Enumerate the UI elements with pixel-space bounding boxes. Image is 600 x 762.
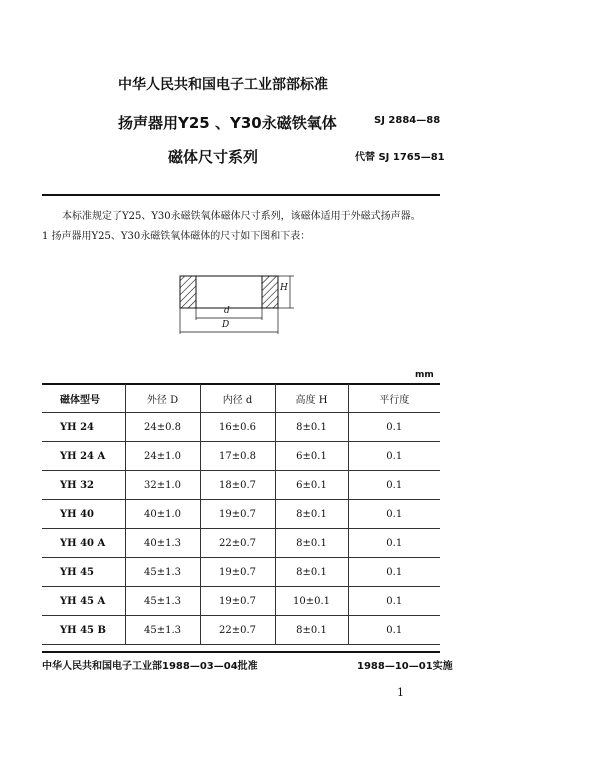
cell-height: 8±0.1 [275,413,348,442]
header-outer-diameter: 外径 D [125,384,200,413]
table-row [42,587,440,616]
issuing-org: 中华人民共和国电子工业部部标准 [118,77,328,93]
cell-inner-diameter: 19±0.7 [200,558,275,587]
cell-inner-diameter: 22±0.7 [200,529,275,558]
cell-inner-diameter: 18±0.7 [200,471,275,500]
cell-parallelism: 0.1 [348,471,440,500]
cell-inner-diameter: 17±0.8 [200,442,275,471]
title-line-2: 磁体尺寸系列 [168,148,259,166]
cell-outer-diameter: 40±1.3 [125,529,200,558]
cell-parallelism: 0.1 [348,616,440,645]
label-height: H [280,283,288,293]
cell-inner-diameter: 19±0.7 [200,500,275,529]
table-row [42,616,440,645]
cell-parallelism: 0.1 [348,529,440,558]
cell-parallelism: 0.1 [348,558,440,587]
cell-parallelism: 0.1 [348,587,440,616]
unit-label: mm [415,370,434,380]
magnet-cross-section-diagram [170,262,300,347]
cell-outer-diameter: 24±0.8 [125,413,200,442]
cell-outer-diameter: 45±1.3 [125,587,200,616]
header-height: 高度 H [275,384,348,413]
cell-height: 8±0.1 [275,500,348,529]
table-row [42,442,440,471]
cell-model: YH 45 [42,558,125,587]
cell-height: 8±0.1 [275,616,348,645]
table-row [42,529,440,558]
table-header-row [42,384,440,413]
cell-outer-diameter: 45±1.3 [125,558,200,587]
cell-model: YH 45 B [42,616,125,645]
replaces-code: 代替 SJ 1765—81 [355,152,445,163]
approval-date: 中华人民共和国电子工业部1988—03—04批准 [42,661,258,672]
cell-model: YH 24 [42,413,125,442]
effective-date: 1988—10—01实施 [357,661,453,672]
cell-height: 10±0.1 [275,587,348,616]
cell-outer-diameter: 32±1.0 [125,471,200,500]
header-inner-diameter: 内径 d [200,384,275,413]
cell-inner-diameter: 19±0.7 [200,587,275,616]
cell-parallelism: 0.1 [348,442,440,471]
table-row [42,471,440,500]
cell-outer-diameter: 24±1.0 [125,442,200,471]
table-row [42,500,440,529]
table-row [42,558,440,587]
page-number: 1 [397,686,404,699]
cell-model: YH 40 A [42,529,125,558]
dimensions-table [42,384,440,645]
cell-parallelism: 0.1 [348,500,440,529]
label-outer-diameter: D [222,320,230,330]
cell-inner-diameter: 22±0.7 [200,616,275,645]
header-divider [42,194,440,196]
table-row [42,413,440,442]
cell-outer-diameter: 40±1.0 [125,500,200,529]
cell-parallelism: 0.1 [348,413,440,442]
cell-height: 6±0.1 [275,442,348,471]
cell-inner-diameter: 16±0.6 [200,413,275,442]
standard-code: SJ 2884—88 [374,115,441,126]
section-1-text: 1 扬声器用Y25、Y30永磁铁氧体磁体的尺寸如下图和下表： [42,231,311,242]
cell-height: 8±0.1 [275,529,348,558]
intro-paragraph: 本标准规定了Y25、Y30永磁铁氧体磁体尺寸系列，该磁体适用于外磁式扬声器。 [62,211,421,222]
cell-outer-diameter: 45±1.3 [125,616,200,645]
label-inner-diameter: d [224,306,230,316]
title-line-1: 扬声器用Y25 、Y30永磁铁氧体 [118,114,337,132]
cell-height: 8±0.1 [275,558,348,587]
header-model: 磁体型号 [42,384,125,413]
cell-model: YH 40 [42,500,125,529]
cell-model: YH 24 A [42,442,125,471]
footer-rule [42,651,440,653]
cell-model: YH 45 A [42,587,125,616]
cell-height: 6±0.1 [275,471,348,500]
cell-model: YH 32 [42,471,125,500]
header-parallelism: 平行度 [348,384,440,413]
